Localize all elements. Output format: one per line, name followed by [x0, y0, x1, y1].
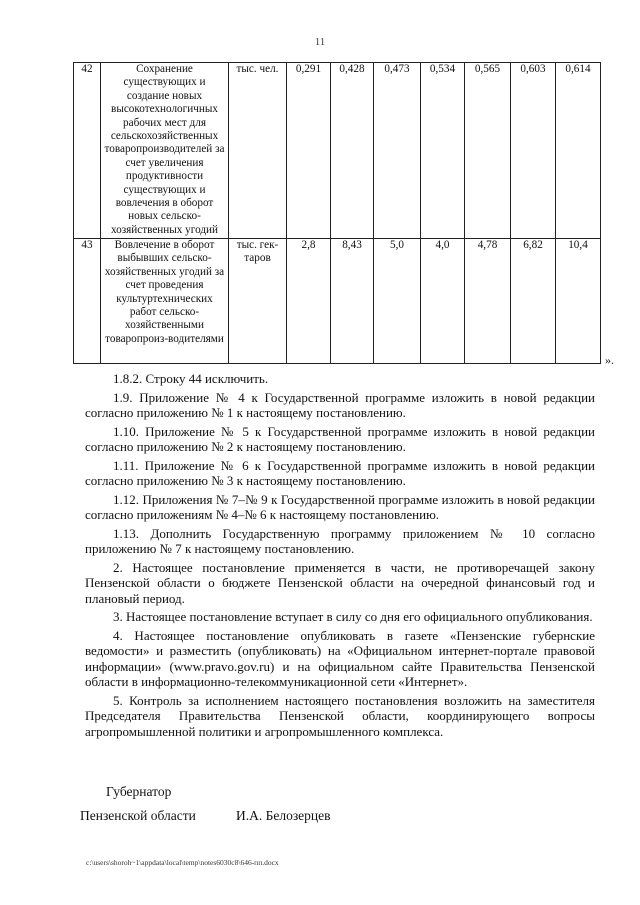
value-cell: 0,291	[287, 63, 331, 239]
indicator-description: Вовлечение в оборот выбывших сельско-хозяйственных угодий за счет проведения культуртехнических работ сельско-хозяйственными товаропроиз-водителями	[101, 239, 229, 364]
value-cell: 4,0	[421, 239, 465, 364]
row-number: 42	[74, 63, 101, 239]
value-cell: 6,82	[511, 239, 556, 364]
table-row	[74, 239, 601, 364]
indicators-table	[73, 62, 601, 364]
closing-quote: ».	[605, 353, 614, 367]
paragraph: 4. Настоящее постановление опубликовать в газете «Пензенские губернские ведомости» и разместить (опубликовать) на «Официальном интернет-портале правовой информации» (www.pravo.gov.ru) и на официальном сайте Правительства Пензенской области в информационно-телекоммуникационной сети «Интернет».	[85, 627, 595, 689]
value-cell: 4,78	[465, 239, 511, 364]
paragraph: 2. Настоящее постановление применяется в части, не противоречащей закону Пензенской области о бюджете Пензенской области на очередной финансовый год и плановый период.	[85, 559, 595, 606]
value-cell: 8,43	[331, 239, 374, 364]
page-number: 11	[314, 36, 326, 48]
paragraph: 1.10. Приложение № 5 к Государственной программе изложить в новой редакции согласно приложению № 2 к настоящему постановлению.	[85, 423, 595, 454]
paragraph: 1.8.2. Строку 44 исключить.	[113, 371, 269, 386]
paragraph: 1.13. Дополнить Государственную программу приложением № 10 согласно приложению № 7 к настоящему постановлению.	[85, 525, 595, 556]
value-cell: 0,603	[511, 63, 556, 239]
signature-block	[80, 780, 331, 828]
paragraph: 1.12. Приложения № 7–№ 9 к Государственной программе изложить в новой редакции согласно приложениям № 4–№ 6 к настоящему постановлению.	[85, 491, 595, 522]
signature-organization: Пензенской области	[80, 808, 196, 823]
paragraph: 1.11. Приложение № 6 к Государственной программе изложить в новой редакции согласно приложению № 3 к настоящему постановлению.	[85, 457, 595, 488]
value-cell: 0,428	[331, 63, 374, 239]
document-body	[85, 371, 595, 742]
signature-title: Губернатор	[106, 784, 172, 799]
file-path: c:\users\shoroh~1\appdata\local\temp\notes6030c8\646-пп.docx	[86, 858, 279, 867]
value-cell: 0,473	[374, 63, 421, 239]
paragraph: 1.9. Приложение № 4 к Государственной программе изложить в новой редакции согласно приложению № 1 к настоящему постановлению.	[85, 389, 595, 420]
paragraph: 3. Настоящее постановление вступает в силу со дня его официального опубликования.	[113, 609, 593, 624]
unit-cell: тыс. гек-таров	[229, 239, 287, 364]
unit-cell: тыс. чел.	[229, 63, 287, 239]
value-cell: 5,0	[374, 239, 421, 364]
value-cell: 10,4	[556, 239, 601, 364]
value-cell: 0,565	[465, 63, 511, 239]
paragraph: 5. Контроль за исполнением настоящего постановления возложить на заместителя Председателя Правительства Пензенской области, координирующего вопросы агропромышленной политики и агропромышленного комплекса.	[85, 692, 595, 739]
value-cell: 2,8	[287, 239, 331, 364]
value-cell: 0,534	[421, 63, 465, 239]
table-row	[74, 63, 601, 239]
indicator-description: Сохранение существующих и создание новых высокотехнологичных рабочих мест для сельскохозяйственных товаропроизводителей за счет увеличения продуктивности существующих и вовлечения в оборот новых сельско-хозяйственных угодий	[101, 63, 229, 239]
row-number: 43	[74, 239, 101, 364]
signature-name: И.А. Белозерцев	[236, 808, 331, 823]
value-cell: 0,614	[556, 63, 601, 239]
